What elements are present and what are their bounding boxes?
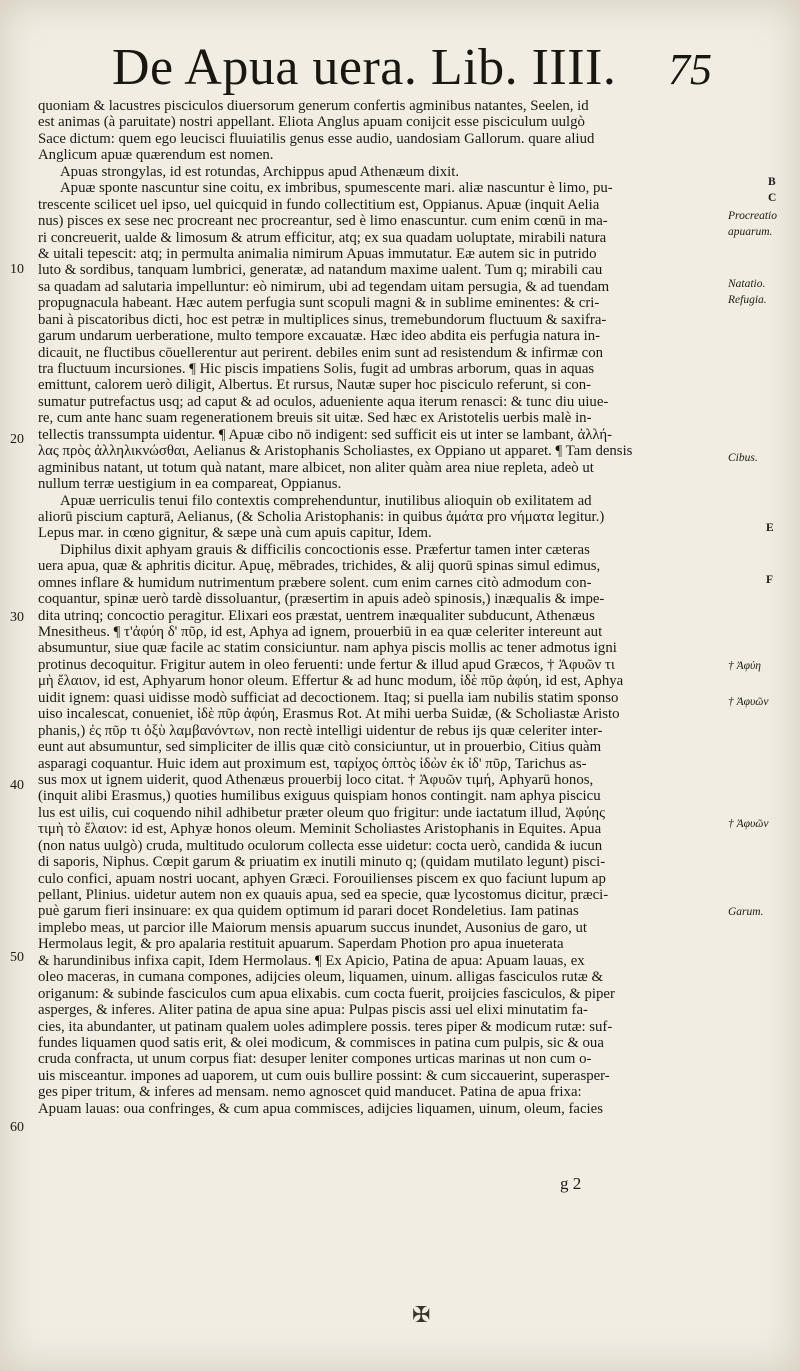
margin-note-refugia: Refugia. [728, 294, 767, 306]
text-line: coquantur, spinæ uerò tardè dissoluantur, (præsertim in apuis adeò spinosis,) inæqualis & impe- [38, 591, 605, 608]
line-number-10: 10 [10, 262, 24, 277]
body-text [32, 98, 722, 1150]
text-line: asperges, & inferes. Aliter patina de apua sine apua: Pulpas piscis assi uel elixi minutatim fa- [38, 1002, 588, 1019]
text-line: Diphilus dixit aphyam grauis & difficilis concoctionis esse. Præfertur tamen inter cæteras [60, 541, 590, 558]
text-line: puè garum fieri insinuare: ex qua quidem optimum id parari docet Rondeletius. Iam patinas [38, 903, 579, 920]
text-line: luto & sordibus, tanquam lumbrici, generatæ, ad natandum maxime ualent. Tum q; mirabili cau [38, 262, 603, 279]
text-line: ri concreuerit, ualde & limosum & atrum efficitur, atq; ex sua quadam uoluptate, mirabili natura [38, 229, 607, 246]
margin-note-aphyon: † Ἀφυῶν [728, 696, 769, 708]
text-line: cies, ita abundanter, ut patinam qualem uoles adimplere possis. teres piper & modicum rutæ: suf- [38, 1018, 613, 1035]
text-line: uidit ignem: quasi uidisse modò sufficiat ad decoctionem. Itaq; si puella iam nubilis statim sponso [38, 689, 619, 706]
text-line: eunt aut absumuntur, sed simpliciter de illis quæ citò consiciuntur, ut in prouerbio, Citius quàm [38, 739, 602, 756]
text-line: lus est uilis, cui coquendo nihil adhibetur præter oleum quo frigitur: unde iactatum illud, Ἀφύης [38, 804, 605, 821]
margin-note-apuarum: apuarum. [728, 226, 773, 238]
text-line: dita utrinq; concoctio peragitur. Elixari eos præstat, uentrem inæqualiter subducunt, Athenæus [38, 607, 595, 624]
printer-ornament: ✠ [412, 1302, 431, 1327]
text-line: propugnacula habeant. Hæc autem perfugia sunt scopuli magni & in sublime eminentes: & cri- [38, 295, 600, 312]
section-letter-e: E [766, 522, 774, 534]
margin-note-cibus: Cibus. [728, 452, 758, 464]
text-line: di saporis, Niphus. Cœpit garum & priuatim ex inutili minuto q; (quidam mutilato legunt) pisci- [38, 854, 606, 871]
line-number-20: 20 [10, 432, 24, 447]
text-line: τιμὴ τὸ ἔλαιον: id est, Aphyæ honos oleum. Meminit Scholiastes Aristophanis in Equites. Apua [38, 821, 602, 838]
line-number-60: 60 [10, 1120, 24, 1135]
text-line: μὴ ἔλαιον, id est, Aphyarum honor oleum. Effertur & ad hunc modum, ἰδὲ πῦρ ἀφύη, id est, Aphya [38, 673, 624, 690]
text-line: Lepus mar. in cœno gignitur, & sæpe unà cum apuis capitur, Idem. [38, 525, 432, 542]
text-line: sumatur putrefactus usq; ad caput & ad oculos, aduenientе aqua iterum renasci: & tunc diu uiue- [38, 393, 609, 410]
signature-mark: g 2 [560, 1174, 582, 1193]
text-line: Apuam lauas: oua confringes, & cum apua commisces, adijcies liquamen, uinum, oleum, facies [38, 1100, 603, 1117]
text-line: re, cum ante hanc suam regenerationem breuis sit uitæ. Sed hæc ex Aristotelis uerbis malè in- [38, 410, 592, 427]
text-line: garum undarum uerberatione, multo tempore excauatæ. Hæc ideo abdita eis perfugia natura in- [38, 328, 601, 345]
margin-note-garum: Garum. [728, 906, 764, 918]
line-number-50: 50 [10, 950, 24, 965]
text-line: culo confici, apuam nostri uocant, aphyen Græci. Forouilienses piscem ex quo faciunt lupum ap [38, 870, 606, 887]
text-line: Apuæ uerriculis tenui filo contextis comprehenduntur, inutilibus alioquin ob exilitatem ad [60, 492, 592, 509]
text-line: uiso incalescat, conueniet, ἰδὲ πῦρ ἀφύη, Erasmus Rot. At mihi uerba Suidæ, (& Scholiastæ Aristo [38, 706, 620, 723]
text-line: absumuntur, siue quæ facile ac statim consiciuntur. nam aphya piscis mollis ac tener admotus igni [38, 640, 617, 657]
text-line: uis misceantur. impones ad uaporem, ut cum ouis bullire possint: & cum siccauerint, superasper- [38, 1067, 610, 1084]
page-header [112, 38, 712, 98]
text-line: omnes inflare & humidum nutrimentum præbere solent. cum enim carnes citò admodum con- [38, 574, 592, 591]
text-line: phanis,) ἐς πῦρ τι ὀξὺ λαμβανόντων, non rectè intelligi uidentur de rebus ijs quæ celeriter inter- [38, 722, 603, 739]
text-line: fundes liquamen quod satis erit, & olei modicum, & commisces in patina cum pulpis, sic & oua [38, 1034, 604, 1051]
section-letter-b: B [768, 176, 776, 188]
text-line: Mnesitheus. ¶ τ'ἀφύη δ' πῦρ, id est, Aphya ad ignem, prouerbiū in ea quæ celeriter intereunt aut [38, 624, 603, 640]
text-line: & harundinibus infixa capit, Idem Hermolaus. ¶ Ex Apicio, Patina de apua: Apuam lauas, ex [38, 952, 585, 969]
text-line: tellectis transsumpta uidentur. ¶ Apuæ cibo nō indigent: sed sufficit eis ut inter se lambant, ἀλλή- [38, 426, 613, 443]
text-line: ges piper tritum, & inferes ad mensam. nemo agnoscet quid manducet. Patina de apua frixa: [38, 1084, 582, 1101]
text-line: (non natus uulgò) cruda, multitudo oculorum collecta esse uidetur: cocta uerò, candida & iucun [38, 837, 603, 854]
text-line [32, 1117, 722, 1133]
text-line: sus mox ut ignem uiderit, quod Athenæus prouerbij loco citat. † Ἀφυῶν τιμή, Aphyarū honos, [38, 771, 594, 788]
line-number-40: 40 [10, 778, 24, 793]
text-line: Apuæ sponte nascuntur sine coitu, ex imbribus, spumescente mari. aliæ nascuntur è limo, pu- [60, 180, 613, 197]
text-line: sa quadam ad salutaria impelluntur: eò nimirum, ubi ad tegendam uitam persugia, & ad tuendam [38, 278, 610, 295]
text-line: protinus decoquitur. Frigitur autem in oleo feruenti: unde fertur & illud apud Græcos, † Ἀφυῶν τι [38, 656, 615, 673]
section-letter-c: C [768, 192, 777, 204]
text-line: λας πρὸς ἀλληλικνώσθαι, Aelianus & Aristophanis Scholiastes, ex Oppiano ut apparet. ¶ Tam densis [38, 443, 633, 460]
text-line: implebo meas, ut parcior ille Maiorum mensis apuarum succus inundet, Ausonius de garo, ut [38, 919, 588, 936]
text-line: nullum terræ uestigium in ea compareat, Oppianus. [38, 476, 342, 493]
margin-note-aphya: † Ἀφύη [728, 660, 761, 672]
text-line: (inquit alibi Erasmus,) quoties humilibus exiguus quispiam honos contingit. nam aphya piscicu [38, 788, 601, 805]
margin-note-natatio: Natatio. [728, 278, 766, 290]
running-title: De Apua uera. Lib. IIII. [112, 39, 617, 96]
text-line: pellant, Plinius. uidetur autem non ex quauis apua, sed ea specie, quæ lycostomus dicitur, præci- [38, 887, 609, 903]
text-line: asparagi coquantur. Huic idem aut proximum est, ταρίχος ὀπτὸς ἰδὼν ἐκ ἰδ' πῦρ, Tarichus as- [38, 755, 587, 772]
text-line [32, 1134, 722, 1150]
text-line: agminibus natant, ut totum quà natant, mare albicet, non aliter quàm area niue repleta, adeò ut [38, 459, 594, 476]
text-line: origanum: & subinde fasciculos cum apua elixabis. cum cocta fuerit, proijcies fasciculos, & piper [38, 985, 615, 1002]
text-line: uera apua, quæ & aphritis dicitur. Apuę, mēbrades, trichides, & alij quorū spinas simul edimus, [38, 558, 601, 575]
text-line: Sace dictum: quem ego leucisci fluuiatilis genus esse audio, uandosiam Gallorum. quare aliud [38, 130, 595, 147]
text-line: oleo maceras, in cumana compones, adijcies oleum, liquamen, uinum. alligas fasciculos rutæ & [38, 969, 604, 986]
text-line: tra fluctuum incursiones. ¶ Hic piscis impatiens Solis, fugit ad umbras arborum, quas in aquas [38, 361, 595, 377]
margin-note-aphyon: † Ἀφυῶν [728, 818, 769, 830]
text-line: Apuas strongylas, id est rotundas, Archippus apud Athenæum dixit. [60, 163, 460, 180]
text-line: dicauit, ne fluctibus cōuellerentur aut perirent. debiles enim sunt ad resistendum & infirmæ con [38, 344, 604, 361]
section-letter-f: F [766, 574, 774, 586]
text-line: & uitali tepescit: atq; in permulta animalia nimirum Apuas immutatur. Eæ autem sic in putrido [38, 245, 597, 262]
text-line: bani à piscatoribus dicti, hoc est petræ in multiplices sinus, tremebundorum fluctuum & saxifra- [38, 311, 607, 328]
line-number-30: 30 [10, 610, 24, 625]
text-line: Anglicum apuæ quærendum est nomen. [38, 147, 274, 164]
text-line: trescente scilicet uel ipso, uel quicquid in fundo collectitium est, Oppianus. Apuæ (inquit Aelia [38, 196, 600, 213]
margin-note-procreatio: Procreatio [728, 210, 777, 222]
text-line: est animas (à paruitate) nostri appellant. Eliota Anglus apuam conijcit esse pisciculum uulgò [38, 114, 585, 131]
text-line: nus) pisces ex sese nec procreant nec procreantur, sed è limo enascuntur. cum enim cœnū in ma- [38, 213, 608, 230]
folio-number: 75 [668, 45, 712, 94]
text-line: Hermolaus legit, & pro apalaria restituit apuarum. Saperdam Photion pro apua inueterata [38, 936, 564, 953]
text-line: cruda confracta, ut unum corpus fiat: desuper leniter compones urticas marinas ut non cum o- [38, 1051, 592, 1068]
text-line: quoniam & lacustres pisciculos diuersorum generum confertis agminibus natantes, Seelen, id [38, 98, 589, 114]
text-line: emittunt, calorem uerò diligit, Albertus. Et rursus, Nautæ super hoc pisciculo referunt, si con- [38, 377, 592, 394]
text-line: aliorū piscium capturā, Aelianus, (& Scholia Aristophanis: in quibus ἀμάτα pro νήματα legitur.) [38, 508, 605, 525]
